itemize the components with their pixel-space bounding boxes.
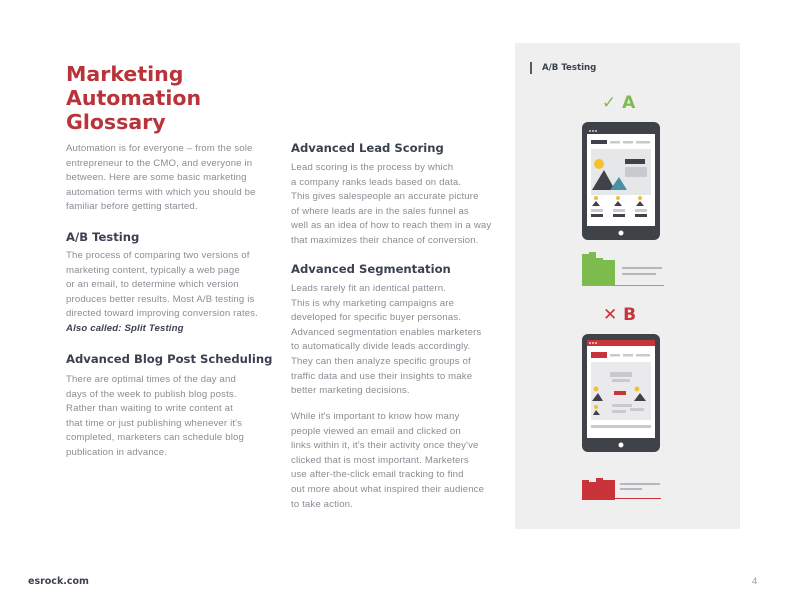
sun-icon <box>594 159 604 169</box>
home-button <box>619 231 624 236</box>
title-line-1: Marketing <box>66 62 184 86</box>
segmentation-line: better marketing decisions. <box>291 385 410 397</box>
intro-line: between. Here are some basic marketing <box>66 172 247 184</box>
email-tracking-paragraph <box>291 410 484 512</box>
title-line-3: Glossary <box>66 110 166 134</box>
blog-scheduling-paragraph <box>66 373 244 461</box>
email-tracking-line: links within it, it's their activity once they've <box>291 440 479 452</box>
email-tracking-line: While it's important to know how many <box>291 411 460 422</box>
segmentation-line: developed for specific buyer personas. <box>291 312 461 324</box>
variant-b-letter: B <box>623 305 637 325</box>
intro-line: familiar before getting started. <box>66 201 198 213</box>
intro-line: entrepreneur to the CMO, and everyone in <box>66 157 253 169</box>
page-title <box>66 62 266 134</box>
lead-scoring-paragraph <box>291 161 491 249</box>
email-tracking-line: clicked that is most important. Marketers <box>291 454 469 466</box>
page-number: 4 <box>752 576 758 587</box>
tablet-a-illustration <box>582 122 660 240</box>
segmentation-line: Advanced segmentation enables marketers <box>291 326 482 338</box>
ab-testing-line: produces better results. Most A/B testing is <box>66 293 255 305</box>
blog-scheduling-line: Rather than waiting to write content at <box>66 403 233 415</box>
segmentation-line: Leads rarely fit an identical pattern. <box>291 283 447 294</box>
variant-b-label <box>603 305 636 325</box>
variant-a-label <box>602 93 635 113</box>
intro-paragraph <box>66 142 256 215</box>
cross-icon: ✕ <box>603 305 618 325</box>
segmentation-paragraph <box>291 282 481 399</box>
home-button <box>619 443 624 448</box>
ab-testing-heading: A/B Testing <box>66 230 140 244</box>
variant-a-letter: A <box>622 93 636 113</box>
blog-scheduling-line: days of the week to publish blog posts. <box>66 388 237 400</box>
email-tracking-line: people viewed an email and clicked on <box>291 425 461 437</box>
segmentation-line: to automatically divide leads accordingly. <box>291 341 471 353</box>
segmentation-line: traffic data and use their insights to make <box>291 370 473 382</box>
lead-scoring-line: of where leads are in the sales funnel as <box>291 205 469 217</box>
lead-scoring-heading: Advanced Lead Scoring <box>291 141 444 155</box>
check-icon: ✓ <box>602 93 617 113</box>
intro-line: Automation is for everyone – from the sole <box>66 143 253 154</box>
lead-scoring-line: a company ranks leads based on data. <box>291 176 462 188</box>
ab-testing-line: marketing content, typically a web page <box>66 264 240 276</box>
blog-scheduling-line: There are optimal times of the day and <box>66 374 236 385</box>
ab-testing-line: directed toward improving conversion rates. <box>66 308 259 320</box>
variant-b-results-chart <box>582 478 664 500</box>
lead-scoring-line: that maximizes their chance of conversion. <box>291 234 479 246</box>
segmentation-line: They can then analyze specific groups of <box>291 355 471 367</box>
ab-illustration-panel <box>515 43 740 529</box>
email-tracking-line: use after-the-click email tracking to find <box>291 469 464 481</box>
email-tracking-line: out more about what inspired their audience <box>291 483 485 495</box>
footer-site: esrock.com <box>28 576 89 587</box>
ab-testing-line: or an email, to determine which version <box>66 279 239 291</box>
intro-line: automation terms with which you should be <box>66 186 256 198</box>
blog-scheduling-line: completed, marketers can schedule blog <box>66 432 244 444</box>
ab-testing-paragraph <box>66 249 258 337</box>
ab-testing-line: The process of comparing two versions of <box>66 250 250 261</box>
title-line-2: Automation <box>66 86 202 110</box>
lead-scoring-line: This gives salespeople an accurate picture <box>291 191 479 203</box>
also-called-note: Also called: Split Testing <box>66 322 184 334</box>
segmentation-heading: Advanced Segmentation <box>291 262 451 276</box>
tablet-b-illustration <box>582 334 660 452</box>
lead-scoring-line: well as an idea of how to reach them in a way <box>291 220 492 232</box>
blog-scheduling-line: that time or just publishing whenever it's <box>66 417 243 429</box>
blog-scheduling-heading: Advanced Blog Post Scheduling <box>66 352 273 366</box>
variant-a-results-chart <box>582 252 664 286</box>
blog-scheduling-line: publication in advance. <box>66 446 168 458</box>
lead-scoring-line: Lead scoring is the process by which <box>291 162 454 173</box>
email-tracking-line: to take action. <box>291 498 353 510</box>
segmentation-line: This is why marketing campaigns are <box>291 297 455 309</box>
panel-label: A/B Testing <box>530 62 596 74</box>
